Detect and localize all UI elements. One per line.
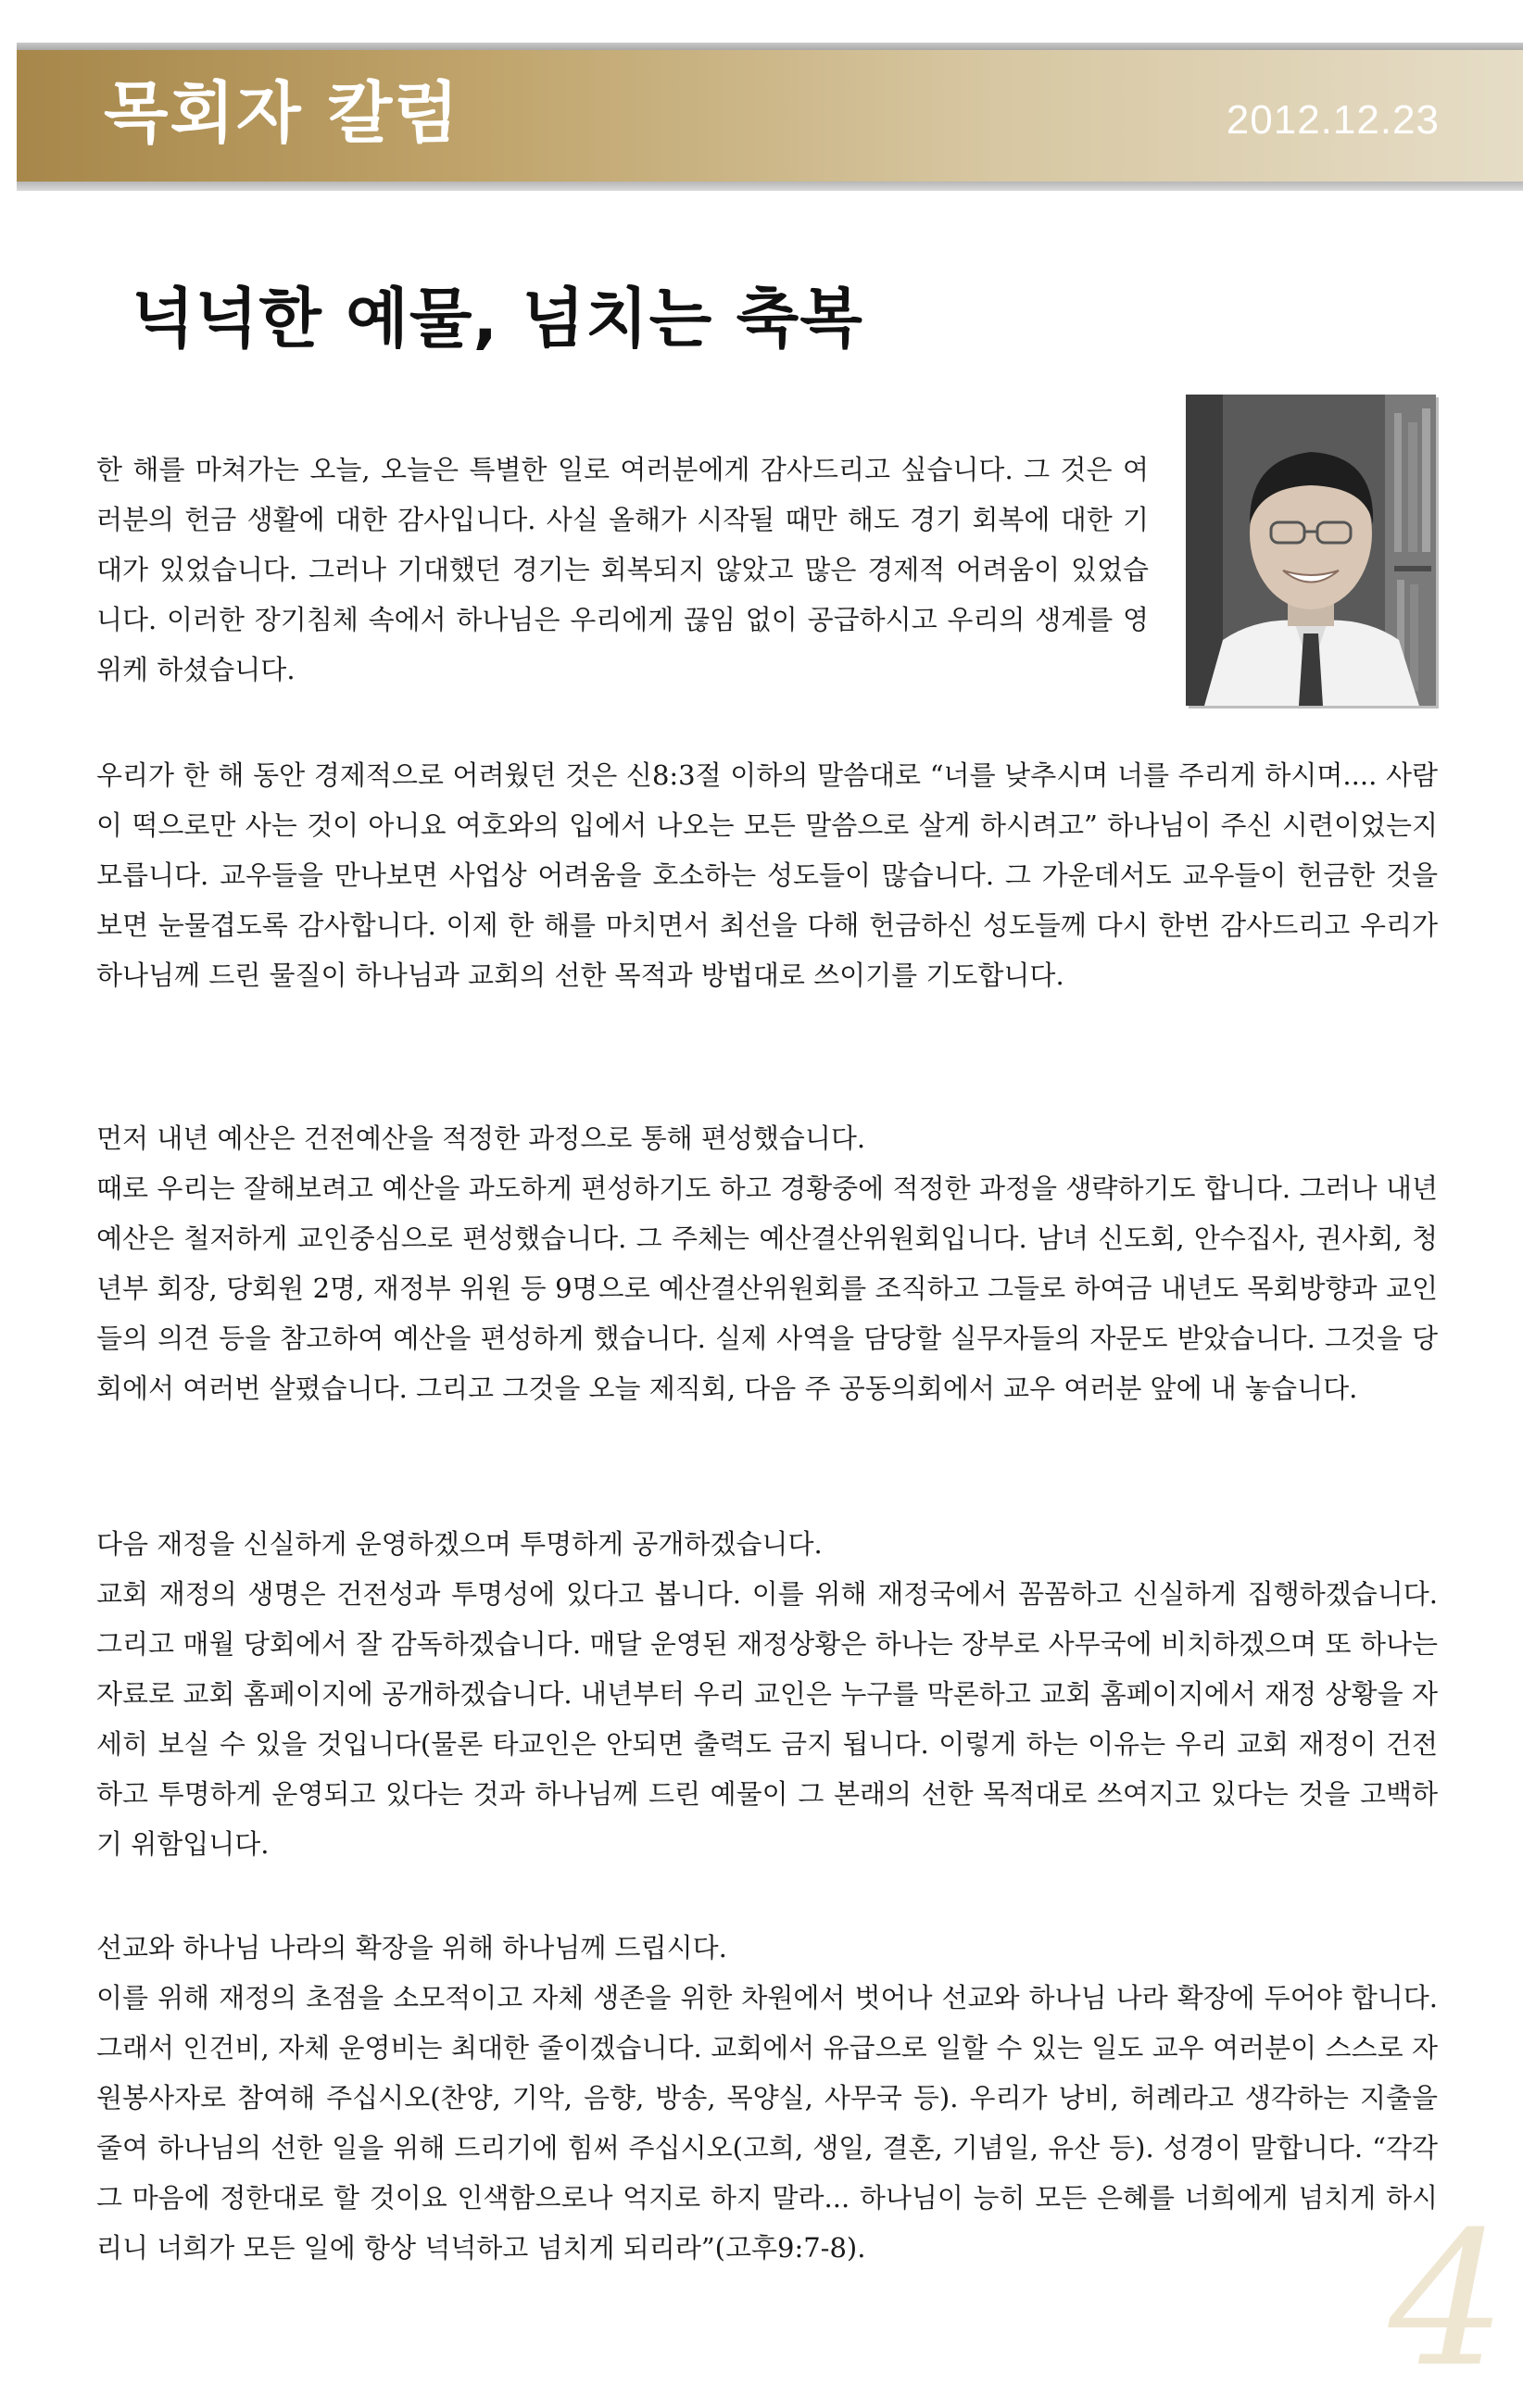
section-title: 목회자 칼럼: [104, 74, 460, 152]
paragraph-4: 교회 재정의 생명은 건전성과 투명성에 있다고 봅니다. 이를 위해 재정국에서 꼼꼼하고 신실하게 집행하겠습니다. 그리고 매월 당회에서 잘 감독하겠습니다. 매달 운영된 재정상황은 하나는 장부로 사무국에 비치하겠으며 또 하나는 자료로 교회 홈페이지에 공개하겠습니다. 내년부터 우리 교인은 누구를 막론하고 교회 홈페이지에서 재정 상황을 자세히 보실 수 있을 것입니다(물론 타교인은 안되면 출력도 금지 됩니다. 이렇게 하는 이유는 우리 교회 재정이 건전하고 투명하게 운영되고 있다는 것과 하나님께 드린 예물이 그 본래의 선한 목적대로 쓰여지고 있다는 것을 고백하기 위함입니다.: [96, 1578, 1438, 1860]
pastor-photo: [1186, 395, 1436, 706]
paragraph-5: 이를 위해 재정의 초점을 소모적이고 자체 생존을 위한 차원에서 벗어나 선교와 하나님 나라 확장에 두어야 합니다. 그래서 인건비, 자체 운영비는 최대한 줄이겠습니다. 교회에서 유급으로 일할 수 있는 일도 교우 여러분이 스스로 자원봉사자로 참여해 주십시오(찬양, 기악, 음향, 방송, 목양실, 사무국 등). 우리가 낭비, 허례라고 생각하는 지출을 줄여 하나님의 선한 일을 위해 드리기에 힘써 주십시오(고희, 생일, 결혼, 기념일, 유산 등). 성경이 말합니다. “각각 그 마음에 정한대로 할 것이요 인색함으로나 억지로 하지 말라... 하나님이 능히 모든 은혜를 너희에게 넘치게 하시리니 너희가 모든 일에 항상 넉넉하고 넘치게 되리라”(고후9:7-8).: [96, 1982, 1438, 2264]
paragraph-4-heading: 다음 재정을 신실하게 운영하겠으며 투명하게 공개하겠습니다.: [96, 1528, 823, 1560]
paragraph-1: 한 해를 마쳐가는 오늘, 오늘은 특별한 일로 여러분에게 감사드리고 싶습니다. 그 것은 여러분의 헌금 생활에 대한 감사입니다. 사실 올해가 시작될 때만 해도 경기 회복에 대한 기대가 있었습니다. 그러나 기대했던 경기는 회복되지 않았고 많은 경제적 어려움이 있었습니다. 이러한 장기침체 속에서 하나님은 우리에게 끊임 없이 공급하시고 우리의 생계를 영위케 하셨습니다.: [96, 454, 1149, 685]
paragraph-3-heading: 먼저 내년 예산은 건전예산을 적정한 과정으로 통해 편성했습니다.: [96, 1122, 866, 1154]
paragraph-5-heading: 선교와 하나님 나라의 확장을 위해 하나님께 드립시다.: [96, 1932, 727, 1963]
header-bottom-rule: [17, 182, 1523, 191]
paragraph-2: 우리가 한 해 동안 경제적으로 어려웠던 것은 신8:3절 이하의 말씀대로 “너를 낮추시며 너를 주리게 하시며.... 사람이 떡으로만 사는 것이 아니요 여호와의 입에서 나오는 모든 말씀으로 살게 하시려고” 하나님이 주신 시련이었는지 모릅니다. 교우들을 만나보면 사업상 어려움을 호소하는 성도들이 많습니다. 그 가운데서도 교우들이 헌금한 것을 보면 눈물겹도록 감사합니다. 이제 한 해를 마치면서 최선을 다해 헌금하신 성도들께 다시 한번 감사드리고 우리가 하나님께 드린 물질이 하나님과 교회의 선한 목적과 방법대로 쓰이기를 기도합니다.: [96, 759, 1438, 991]
pastor-portrait-icon: [1186, 395, 1436, 706]
page-number: 4: [1388, 2192, 1506, 2408]
paragraph-3: 때로 우리는 잘해보려고 예산을 과도하게 편성하기도 하고 경황중에 적정한 과정을 생략하기도 합니다. 그러나 내년 예산은 철저하게 교인중심으로 편성했습니다. 그 주체는 예산결산위원회입니다. 남녀 신도회, 안수집사, 권사회, 청년부 회장, 당회원 2명, 재정부 위원 등 9명으로 예산결산위원회를 조직하고 그들로 하여금 내년도 목회방향과 교인들의 의견 등을 참고하여 예산을 편성하게 했습니다. 실제 사역을 담당할 실무자들의 자문도 받았습니다. 그것을 당회에서 여러번 살폈습니다. 그리고 그것을 오늘 제직회, 다음 주 공동의회에서 교우 여러분 앞에 내 놓습니다.: [96, 1173, 1438, 1404]
header-top-rule: [17, 43, 1523, 50]
article-title: 넉넉한 예물, 넘치는 축복: [132, 281, 863, 357]
issue-date: 2012.12.23: [1226, 97, 1440, 143]
